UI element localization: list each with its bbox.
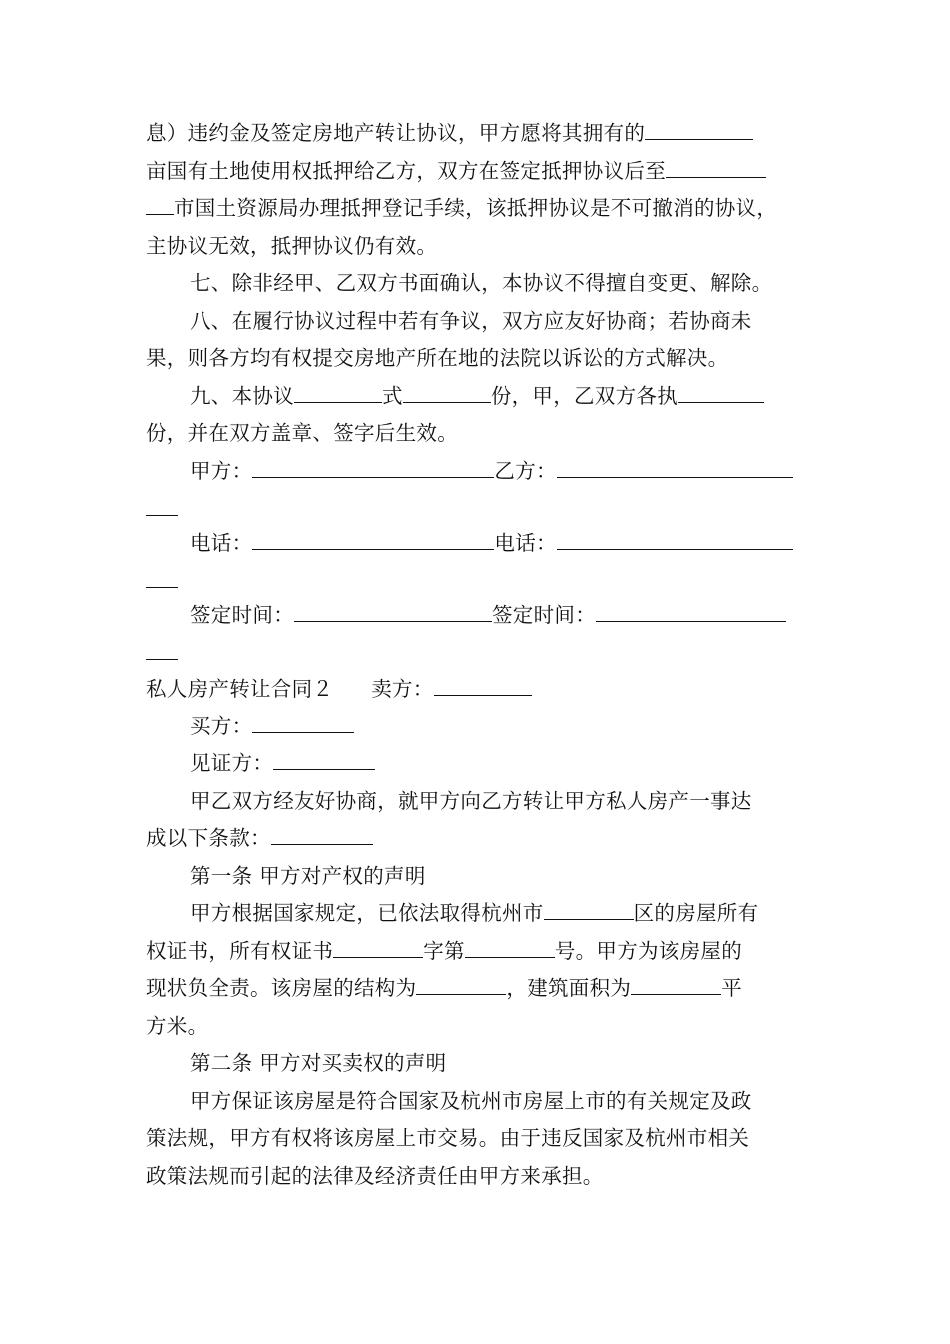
text-line [146, 566, 178, 596]
article-1-heading: 第一条 甲方对产权的声明 [190, 864, 426, 888]
fill-blank [403, 382, 491, 403]
text-line: 成以下条款： [146, 823, 373, 853]
clause-8: 八、在履行协议过程中若有争议，双方应友好协商；若协商未 [190, 309, 752, 333]
party-b-date-blank [596, 601, 786, 622]
text-line: 现状负全责。该房屋的结构为 ，建筑面积为 平 [146, 976, 743, 1000]
witness-line: 见证方： [190, 748, 375, 778]
fill-blank [146, 194, 174, 215]
buyer-blank [252, 712, 354, 733]
party-a-signature-blank [252, 457, 494, 478]
text-line: 市国土资源局办理抵押登记手续，该抵押协议是不可撤消的协议， [146, 193, 777, 223]
area-blank [631, 974, 721, 995]
party-a-date-blank [294, 601, 492, 622]
fill-blank [678, 382, 764, 403]
text-line: 权证书，所有权证书 字第 号。甲方为该房屋的 [146, 939, 743, 963]
text-line: 主协议无效，抵押协议仍有效。 [146, 234, 438, 258]
clause-9: 九、本协议 式 份，甲，乙双方各执 [190, 381, 764, 411]
text-line: 策法规，甲方有权将该房屋上市交易。由于违反国家及杭州市相关 [146, 1126, 750, 1150]
text-line [146, 494, 178, 524]
party-a-line: 甲方： 乙方： [190, 456, 793, 486]
text-line [146, 638, 178, 668]
party-a-phone-blank [252, 529, 494, 550]
text-line: 甲方根据国家规定，已依法取得杭州市 区的房屋所有 [190, 901, 759, 925]
party-b-signature-blank [557, 457, 793, 478]
text-line: 亩国有土地使用权抵押给乙方，双方在签定抵押协议后至 [146, 156, 766, 186]
text-line: 方米。 [146, 1014, 209, 1038]
text-line: 甲乙双方经友好协商，就甲方向乙方转让甲方私人房产一事达 [190, 789, 752, 813]
fill-blank [146, 567, 178, 588]
fill-blank [146, 495, 178, 516]
fill-blank [271, 824, 373, 845]
text-line: 政策法规而引起的法律及经济责任由甲方来承担。 [146, 1164, 604, 1188]
contract-title: 私人房产转让合同２ [146, 677, 334, 701]
text-line: 甲方保证该房屋是符合国家及杭州市房屋上市的有关规定及政 [190, 1089, 752, 1113]
cert-number-blank [465, 937, 555, 958]
party-b-phone-blank [557, 529, 793, 550]
district-blank [544, 899, 634, 920]
clause-7: 七、除非经甲、乙双方书面确认，本协议不得擅自变更、解除。 [190, 271, 773, 295]
text-line: 果，则各方均有权提交房地产所在地的法院以诉讼的方式解决。 [146, 346, 729, 370]
sign-date-line: 签定时间： 签定时间： [190, 600, 786, 630]
structure-blank [416, 974, 506, 995]
contract-title-line: 私人房产转让合同２ 卖方： [146, 674, 532, 704]
cert-blank [333, 937, 423, 958]
fill-blank [146, 639, 178, 660]
article-2-heading: 第二条 甲方对买卖权的声明 [190, 1051, 447, 1075]
text-line: 份，并在双方盖章、签字后生效。 [146, 421, 458, 445]
phone-line: 电话： 电话： [190, 528, 793, 558]
witness-blank [273, 749, 375, 770]
text-line: 息）违约金及签定房地产转让协议，甲方愿将其拥有的 [146, 118, 753, 148]
fill-blank [645, 119, 753, 140]
fill-blank [294, 382, 382, 403]
buyer-line: 买方： [190, 711, 354, 741]
seller-blank [434, 675, 532, 696]
fill-blank [666, 157, 766, 178]
